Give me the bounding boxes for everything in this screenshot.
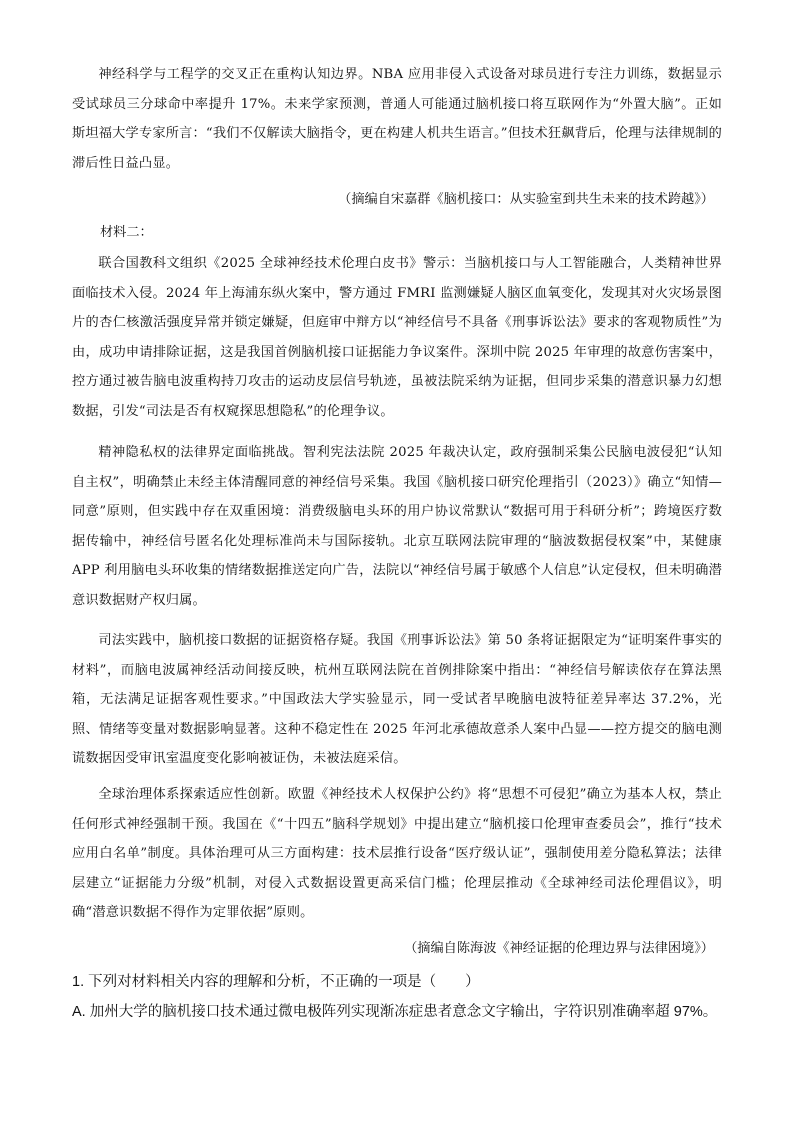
material2-heading: 材料二： [100,225,153,240]
material2-paragraph-1: 联合国教科文组织《2025 全球神经技术伦理白皮书》警示：当脑机接口与人工智能融合，人类精神世界面临技术入侵。2024 年上海浦东纵火案中，警方通过 FMRI 监测嫌疑人脑区血氧变化，发现其对火灾场景图片的杏仁核激活强度异常并锁定嫌疑，但庭审中辩方以“神经信号不具备《刑事诉讼法》要求的客观物质性”为由，成功申请排除证据，这是我国首例脑机接口证据能力争议案件。深圳中院 2025 年审理的故意伤害案中，控方通过被告脑电波重构持刀攻击的运动皮层信号轨迹，虽被法院采纳为证据，但同步采集的潜意识暴力幻想数据，引发“司法是否有权窥探思想隐私”的伦理争议。 [72,256,722,419]
question-stem: 1. 下列对材料相关内容的理解和分析，不正确的一项是（ ） [72,974,480,990]
material1-paragraph: 神经科学与工程学的交叉正在重构认知边界。NBA 应用非侵入式设备对球员进行专注力训练，数据显示受试球员三分球命中率提升 17%。未来学家预测，普通人可能通过脑机接口将互联网作为“外置大脑”。正如斯坦福大学专家所言：“我们不仅解读大脑指令，更在构建人机共生语言。”但技术狂飙背后，伦理与法律规制的滞后性日益凸显。 [72,67,722,171]
material2-paragraph-2: 精神隐私权的法律界定面临挑战。智利宪法法院 2025 年裁决认定，政府强制采集公民脑电波侵犯“认知自主权”，明确禁止未经主体清醒同意的神经信号采集。我国《脑机接口研究伦理指引（2023）》确立“知情—同意”原则，但实践中存在双重困境：消费级脑电头环的用户协议常默认“数据可用于科研分析”；跨境医疗数据传输中，神经信号匿名化处理标准尚未与国际接轨。北京互联网法院审理的“脑波数据侵权案”中，某健康 APP 利用脑电头环收集的情绪数据推送定向广告，法院以“神经信号属于敏感个人信息”认定侵权，但未明确潜意识数据财产权归属。 [72,445,722,608]
material2-paragraph-3: 司法实践中，脑机接口数据的证据资格存疑。我国《刑事诉讼法》第 50 条将证据限定为“证明案件事实的材料”，而脑电波属神经活动间接反映，杭州互联网法院在首例排除案中指出：“神经信号解读依存在算法黑箱，无法满足证据客观性要求。”中国政法大学实验显示，同一受试者早晚脑电波特征差异率达 37.2%，光照、情绪等变量对数据影响显著。这种不稳定性在 2025 年河北承德故意杀人案中凸显——控方提交的脑电测谎数据因受审讯室温度变化影响被证伪，未被法庭采信。 [72,633,722,767]
material2-source: （摘编自陈海波《神经证据的伦理边界与法律困境》） [404,941,714,956]
material2-paragraph-4: 全球治理体系探索适应性创新。欧盟《神经技术人权保护公约》将“思想不可侵犯”确立为基本人权，禁止任何形式神经强制干预。我国在《“十四五”脑科学规划》中提出建立“脑机接口伦理审查委员会”，推行“技术应用白名单”制度。具体治理可从三方面构建：技术层推行设备“医疗级认证”，强制使用差分隐私算法；法律层建立“证据能力分级”机制，对侵入式数据设置更高采信门槛；伦理层推动《全球神经司法伦理倡议》，明确“潜意识数据不得作为定罪依据”原则。 [72,787,722,921]
material1-source: （摘编自宋嘉群《脑机接口：从实验室到共生未来的技术跨越》） [338,192,714,207]
option-a: A. 加州大学的脑机接口技术通过微电极阵列实现渐冻症患者意念文字输出，字符识别准确率超 97%。 [72,1004,718,1020]
